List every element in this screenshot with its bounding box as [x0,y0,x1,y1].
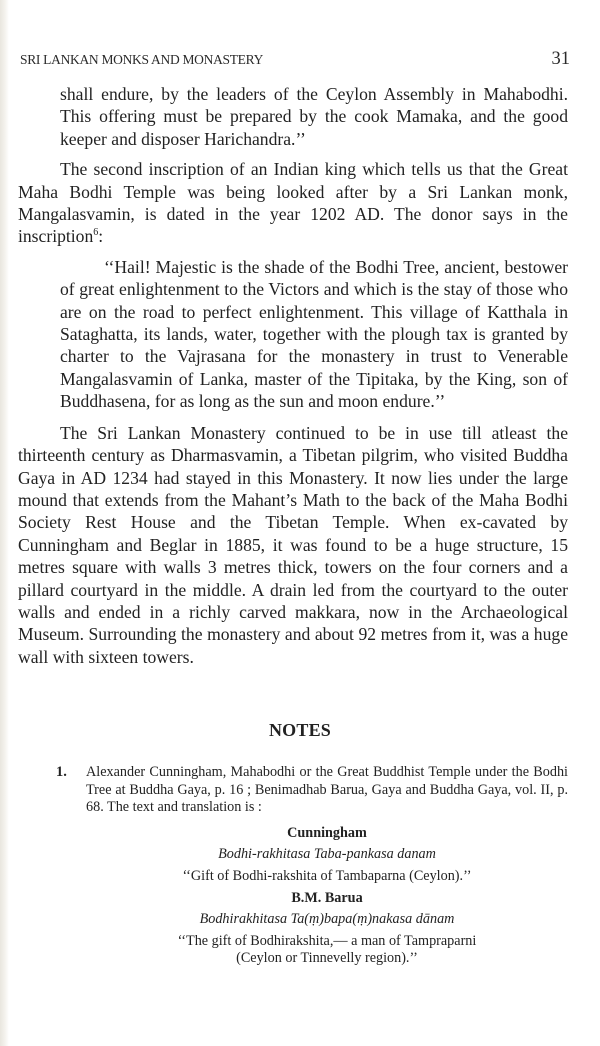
paragraph-monastery: The Sri Lankan Monastery continued to be in use till atleast the thirteenth century as Dharmasvamin, a Tibetan pilgrim, who visited Buddha Gaya in AD 1234 had stayed in this Monastery. It now lies under the large mound that extends from the Mahant’s Math to the back of the Maha Bodhi Society Rest House and the Tibetan Temple. When ex-cavated by Cunningham and Beglar in 1885, it was found to be a huge structure, 15 metres square with walls 3 metres thick, towers on the four corners and a pillard courtyard in the middle. A drain led from the courtyard to the outer walls and ended in a richly carved makkara, now in the Archaeological Museum. Surrounding the monastery and about 92 metres from it, was a huge wall with sixteen towers. [18,422,568,667]
citation-author: Cunningham [287,824,367,841]
citation-barua [56,890,568,968]
running-head-title: SRI LANKAN MONKS AND MONASTERY [20,52,264,67]
citation-translation: ‘‘Gift of Bodhi-rakshita of Tambaparna (Ceylon).’’ [182,867,472,884]
note-item [56,764,568,817]
citation-translation-line2: (Ceylon or Tinnevelly region).’’ [236,950,418,967]
citation-author: B.M. Barua [291,889,363,906]
page-gutter-shadow [0,0,9,1046]
footnote-reference[interactable]: 6 [93,227,99,239]
citation-cunningham [56,825,568,886]
paragraph-tail: : [98,226,104,247]
citation-translation-line1: ‘‘The gift of Bodhirakshita,— a man of Tampraparni [177,932,477,949]
running-head [20,50,572,72]
notes-heading: NOTES [268,720,332,740]
paragraph-second-inscription [18,158,568,248]
paragraph-quote-continuation: shall endure, by the leaders of the Ceylon Assembly in Mahabodhi. This offering must be prepared by the cook Mamaka, and the good keeper and disposer Harichandra.’’ [60,84,568,149]
notes-section [56,764,568,968]
page-number: 31 [551,49,570,69]
note-number: 1. [56,764,67,780]
citation-original: Bodhirakhitasa Ta(ṃ)bapa(ṃ)nakasa dānam [199,911,455,928]
block-quote-inscription: ‘‘Hail! Majestic is the shade of the Bodhi Tree, ancient, bestower of great enlightenment to the Victors and which is the stay of those who are on the road to perfect enlightenment. This village of Katthala in Sataghatta, its lands, water, together with the plough tax is granted by charter to the Vajrasana for the monastery in trust to Venerable Mangalasvamin of Lanka, master of the Tipitaka, by the King, son of Buddhasena, for as long as the sun and moon endure.’’ [60,256,568,412]
citation-original: Bodhi-rakhitasa Taba-pankasa danam [218,846,436,863]
note-text: Alexander Cunningham, Mahabodhi or the Great Buddhist Temple under the Bodhi Tree at Buddha Gaya, p. 16 ; Benimadhab Barua, Gaya and Buddha Gaya, vol. II, p. 68. The text and translation is : [86,764,568,816]
paragraph-text: The second inscription of an Indian king which tells us that the Great Maha Bodhi Temple was being looked after by a Sri Lankan monk, Mangalasvamin, is dated in the year 1202 AD. The donor says in the inscription [18,159,568,247]
body-text [18,83,568,668]
